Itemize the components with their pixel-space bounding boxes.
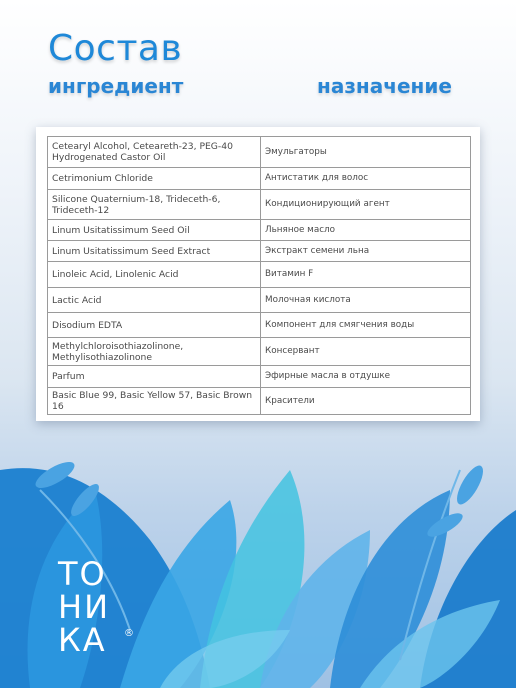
ingredient-cell: Linoleic Acid, Linolenic Acid <box>48 262 261 288</box>
purpose-cell: Молочная кислота <box>261 288 471 313</box>
ingredient-cell: Cetearyl Alcohol, Ceteareth-23, PEG-40 Hydrogenated Castor Oil <box>48 137 261 168</box>
ingredient-cell: Linum Usitatissimum Seed Oil <box>48 220 261 241</box>
ingredient-cell: Parfum <box>48 366 261 388</box>
logo-text-line-3: КА <box>58 621 107 659</box>
ingredient-cell: Silicone Quaternium-18, Trideceth-6, Trideceth-12 <box>48 190 261 220</box>
purpose-cell: Эмульгаторы <box>261 137 471 168</box>
brand-logo <box>58 555 138 659</box>
ingredient-cell: Disodium EDTA <box>48 313 261 338</box>
ingredient-cell: Methylchloroisothiazolinone, Methylisothiazolinone <box>48 338 261 366</box>
ingredient-column-header: ингредиент <box>48 74 184 98</box>
table-row <box>48 313 471 338</box>
logo-text-line-2: НИ <box>58 588 110 626</box>
ingredient-cell: Lactic Acid <box>48 288 261 313</box>
ingredient-cell: Linum Usitatissimum Seed Extract <box>48 241 261 262</box>
table-row <box>48 137 471 168</box>
purpose-cell: Компонент для смягчения воды <box>261 313 471 338</box>
ingredients-card <box>36 127 480 421</box>
registered-mark: ® <box>124 628 134 639</box>
purpose-cell: Консервант <box>261 338 471 366</box>
purpose-cell: Льняное масло <box>261 220 471 241</box>
ingredients-table <box>47 136 471 415</box>
table-row <box>48 241 471 262</box>
table-row <box>48 190 471 220</box>
ingredient-cell: Cetrimonium Chloride <box>48 168 261 190</box>
ingredient-cell: Basic Blue 99, Basic Yellow 57, Basic Brown 16 <box>48 388 261 415</box>
leaf-shape <box>452 462 488 508</box>
purpose-cell: Экстракт семени льна <box>261 241 471 262</box>
purpose-cell: Эфирные масла в отдушке <box>261 366 471 388</box>
table-row <box>48 168 471 190</box>
table-row <box>48 288 471 313</box>
purpose-cell: Антистатик для волос <box>261 168 471 190</box>
purpose-cell: Красители <box>261 388 471 415</box>
page-title: Состав <box>48 28 183 69</box>
purpose-cell: Витамин F <box>261 262 471 288</box>
table-row <box>48 388 471 415</box>
table-row <box>48 366 471 388</box>
table-row <box>48 338 471 366</box>
table-row <box>48 262 471 288</box>
logo-text-line-1: ТО <box>58 555 107 593</box>
purpose-cell: Кондиционирующий агент <box>261 190 471 220</box>
purpose-column-header: назначение <box>317 74 452 98</box>
table-row <box>48 220 471 241</box>
